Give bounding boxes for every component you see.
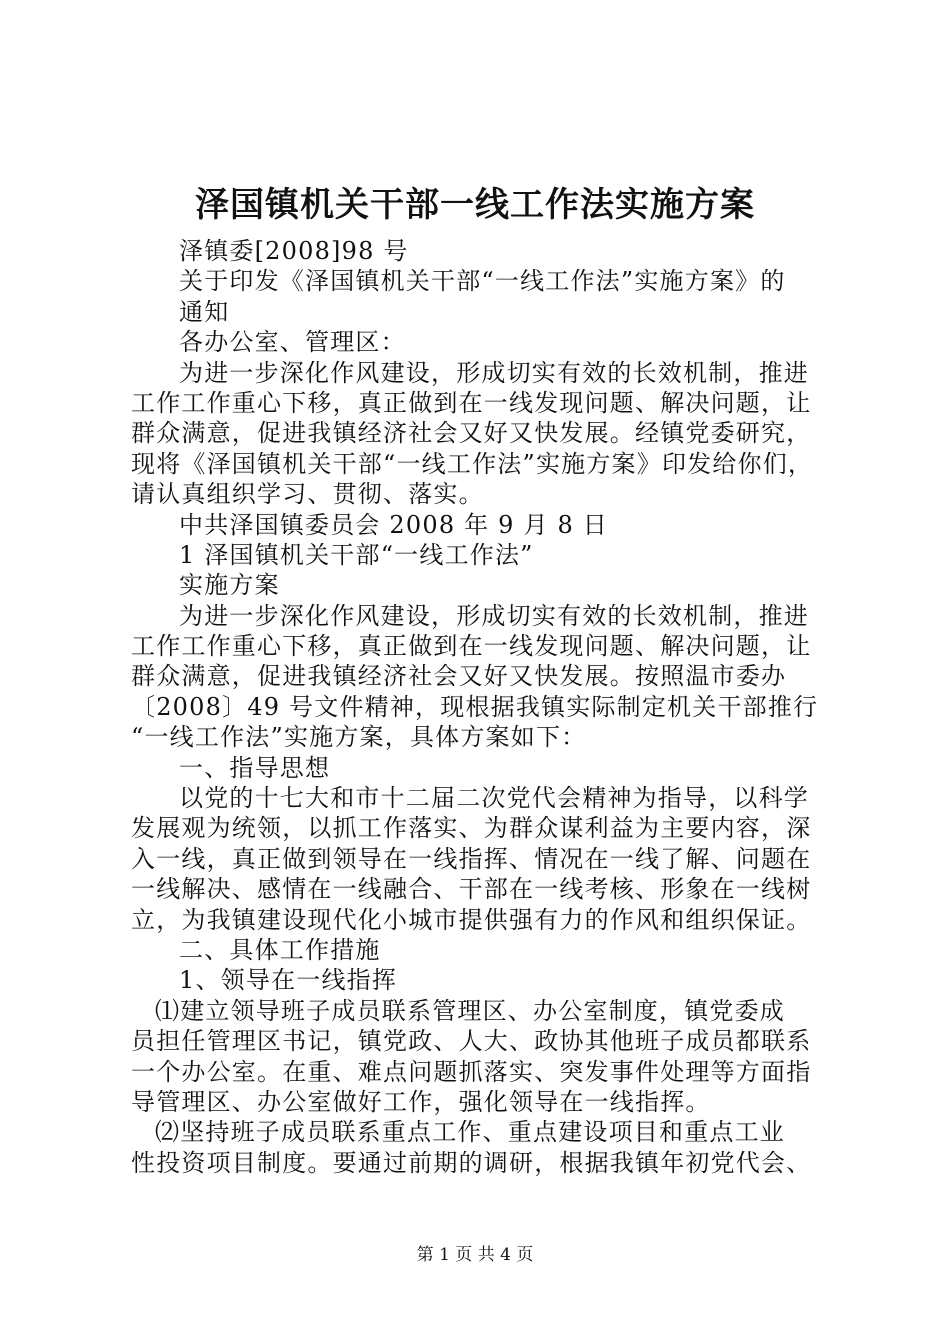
body-line: 入一线，真正做到领导在一线指挥、情况在一线了解、问题在 — [131, 844, 812, 873]
body-line: 一个办公室。在重、难点问题抓落实、突发事件处理等方面指 — [131, 1057, 812, 1086]
body-line: 为进一步深化作风建设，形成切实有效的长效机制，推进 — [179, 601, 809, 630]
body-line: 关于印发《泽国镇机关干部“一线工作法”实施方案》的 — [179, 267, 786, 296]
body-line: 实施方案 — [179, 571, 280, 600]
body-line: 一、指导思想 — [179, 753, 331, 782]
body-line: 1 泽国镇机关干部“一线工作法” — [179, 540, 534, 569]
body-line: 工作工作重心下移，真正做到在一线发现问题、解决问题，让 — [131, 388, 812, 417]
body-line: 请认真组织学习、贯彻、落实。 — [131, 480, 484, 509]
document-body — [131, 236, 843, 1178]
body-line: 群众满意，促进我镇经济社会又好又快发展。按照温市委办 — [131, 662, 787, 691]
body-line: 导管理区、办公室做好工作，强化领导在一线指挥。 — [131, 1087, 711, 1116]
body-line: 1、领导在一线指挥 — [179, 966, 398, 995]
body-line: 泽镇委[2008]98 号 — [179, 237, 409, 265]
body-line: 发展观为统领，以抓工作落实、为群众谋利益为主要内容，深 — [131, 814, 812, 843]
body-line: 群众满意，促进我镇经济社会又好又快发展。经镇党委研究， — [131, 419, 812, 448]
document-title: 泽国镇机关干部一线工作法实施方案 — [195, 185, 755, 225]
body-line: 一线解决、感情在一线融合、干部在一线考核、形象在一线树 — [131, 875, 812, 904]
body-line: 工作工作重心下移，真正做到在一线发现问题、解决问题，让 — [131, 632, 812, 661]
body-line: 员担任管理区书记，镇党政、人大、政协其他班子成员都联系 — [131, 1027, 812, 1056]
body-line: 二、具体工作措施 — [179, 935, 381, 964]
body-line: 以党的十七大和市十二届二次党代会精神为指导，以科学 — [179, 784, 809, 813]
body-line: ⑴建立领导班子成员联系管理区、办公室制度，镇党委成 — [155, 996, 785, 1025]
body-line: 〔2008〕49 号文件精神，现根据我镇实际制定机关干部推行 — [131, 692, 819, 721]
page-footer: 第 1 页 共 4 页 — [416, 1245, 534, 1265]
body-line: 各办公室、管理区： — [179, 328, 406, 357]
body-line: “一线工作法”实施方案，具体方案如下： — [131, 723, 587, 752]
body-line: 立，为我镇建设现代化小城市提供强有力的作风和组织保证。 — [131, 905, 812, 934]
body-line: 现将《泽国镇机关干部“一线工作法”实施方案》印发给你们， — [131, 449, 814, 478]
body-line: ⑵坚持班子成员联系重点工作、重点建设项目和重点工业 — [155, 1118, 785, 1147]
body-line: 中共泽国镇委员会 2008 年 9 月 8 日 — [179, 510, 608, 539]
body-line: 为进一步深化作风建设，形成切实有效的长效机制，推进 — [179, 358, 809, 387]
body-line: 通知 — [179, 297, 230, 326]
body-line: 性投资项目制度。要通过前期的调研，根据我镇年初党代会、 — [131, 1148, 812, 1177]
